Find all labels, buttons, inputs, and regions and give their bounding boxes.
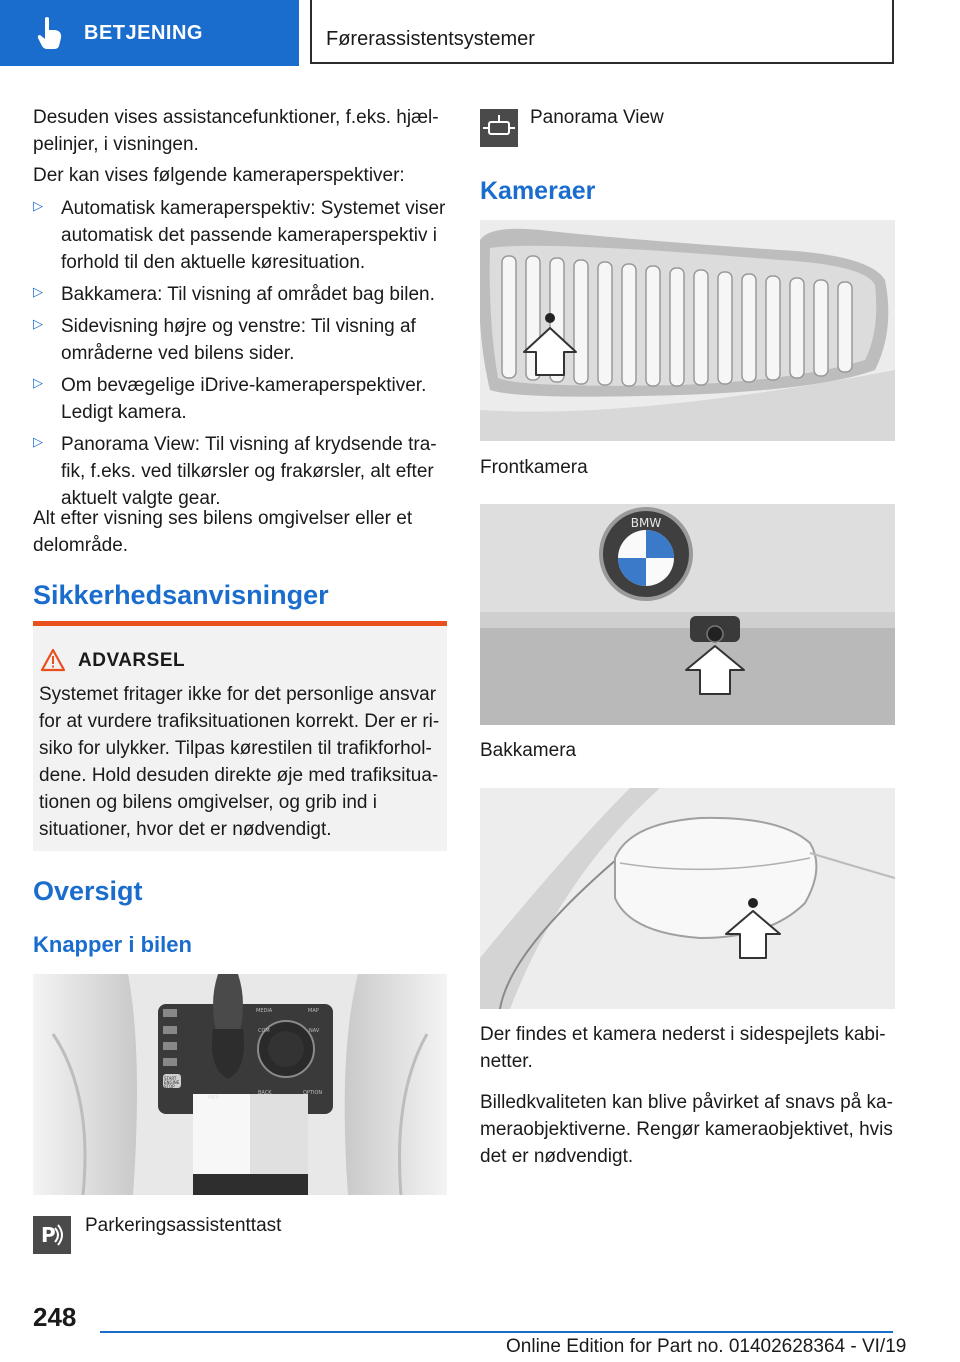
option-label: OPTION	[303, 1090, 323, 1096]
intro-line-3: Der kan vises følgende kameraperspektiver:	[33, 165, 405, 186]
bullet-triangle-icon: ▷	[33, 284, 43, 299]
section-tab	[0, 0, 299, 66]
page-title: Førerassistentsystemer	[326, 28, 535, 50]
ms-label: M/S	[208, 1094, 220, 1101]
bullet-list	[33, 195, 451, 512]
quality-line-1: Billedkvaliteten kan blive påvirket af snavs på ka-	[480, 1092, 893, 1113]
panorama-view-icon	[480, 109, 518, 147]
quality-line-2: meraobjektiverne. Rengør kameraobjektivet, hvis	[480, 1119, 893, 1140]
warning-text: Systemet fritager ikke for det personlige ansvar for at vurdere trafiksituationen korrekt. Der er ri- siko for ulykker. Tilpas kørestilen til trafikforhol- dene. Hold desuden direkte øje med trafiksitua- tionen og bilens omgivelser, og grib ind i situationer, hvor det er nødvendigt.	[39, 684, 440, 840]
intro-line-1: Desuden vises assistancefunktioner, f.eks. hjæl-	[33, 107, 439, 128]
nav-label: NAV	[309, 1028, 320, 1034]
page-number: 248	[33, 1302, 77, 1332]
map-label: MAP	[308, 1008, 319, 1014]
list-item: ▷ Om bevægelige iDrive-kameraperspektiver. Ledigt kamera.	[33, 375, 427, 423]
bullet-triangle-icon: ▷	[33, 198, 43, 213]
bullet-triangle-icon: ▷	[33, 316, 43, 331]
intro-line-2: pelinjer, i visningen.	[33, 134, 199, 155]
front-camera-caption: Frontkamera	[480, 457, 588, 478]
park-assist-icon	[33, 1216, 71, 1254]
stop-label: STOP	[164, 1084, 175, 1089]
start-label: START	[164, 1076, 177, 1081]
engine-label: ENGINE	[164, 1080, 180, 1085]
panorama-view-caption: Panorama View	[530, 107, 664, 128]
hand-pointer-icon	[30, 13, 70, 53]
bullet-triangle-icon: ▷	[33, 375, 43, 390]
heading-overview: Oversigt	[33, 876, 143, 906]
park-assist-caption: Parkeringsassistenttast	[85, 1215, 282, 1236]
warning-icon	[40, 648, 66, 677]
rear-camera-caption: Bakkamera	[480, 740, 577, 761]
mirror-camera-image	[480, 788, 895, 1009]
heading-safety: Sikkerhedsanvisninger	[33, 580, 329, 610]
media-label: MEDIA	[256, 1008, 273, 1014]
list-item: ▷ Bakkamera: Til visning af området bag bilen.	[33, 284, 435, 305]
section-label: BETJENING	[84, 21, 203, 44]
bmw-logo-text: BMW	[630, 516, 662, 530]
list-item: ▷ Panorama View: Til visning af krydsende tra- fik, f.eks. ved tilkørsler og frakørsler, alt efter aktuelt valgte gear.	[33, 434, 437, 509]
list-item: ▷ Sidevisning højre og venstre: Til visning af områderne ved bilens sider.	[33, 316, 416, 364]
footer-edition: Online Edition for Part no. 01402628364 - VI/19	[506, 1336, 907, 1357]
footer-rule	[100, 1331, 893, 1333]
mirror-line-1: Der findes et kamera nederst i sidespejlets kabi-	[480, 1024, 886, 1045]
after-line-1: Alt efter visning ses bilens omgivelser eller et	[33, 508, 413, 529]
after-line-2: delområde.	[33, 535, 129, 556]
rear-camera-image	[480, 504, 895, 725]
com-label: COM	[258, 1028, 270, 1034]
svg-text:P: P	[41, 1223, 56, 1247]
back-label: BACK	[258, 1090, 272, 1096]
quality-line-3: det er nødvendigt.	[480, 1146, 634, 1167]
mirror-line-2: netter.	[480, 1051, 533, 1072]
warning-title: ADVARSEL	[78, 650, 186, 671]
heading-cameras: Kameraer	[480, 177, 596, 205]
center-console-image	[33, 974, 447, 1195]
front-camera-image	[480, 220, 895, 441]
bullet-triangle-icon: ▷	[33, 434, 43, 449]
heading-buttons: Knapper i bilen	[33, 932, 192, 957]
list-item: ▷ Automatisk kameraperspektiv: Systemet viser automatisk det passende kameraperspektiv i forhold til den aktuelle køresituation.	[33, 198, 446, 273]
